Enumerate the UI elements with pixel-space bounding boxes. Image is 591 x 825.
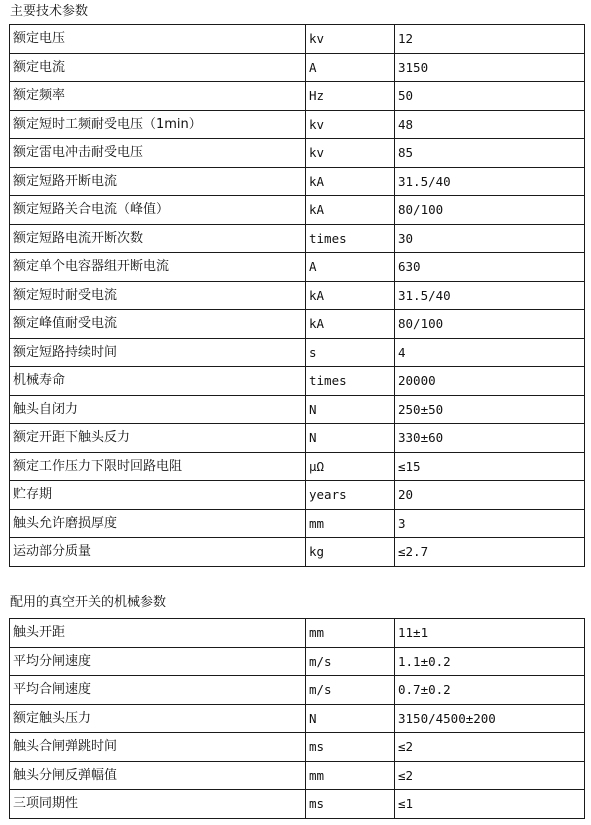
param-name-cell: 触头允许磨损厚度 bbox=[10, 509, 306, 538]
unit-cell: ms bbox=[306, 790, 395, 819]
param-name-cell: 额定雷电冲击耐受电压 bbox=[10, 139, 306, 168]
value-cell: ≤2 bbox=[395, 761, 585, 790]
unit-cell: kA bbox=[306, 310, 395, 339]
param-name-cell: 平均合闸速度 bbox=[10, 676, 306, 705]
param-name-cell: 额定工作压力下限时回路电阻 bbox=[10, 452, 306, 481]
table-row bbox=[10, 253, 585, 282]
mechanical-params-table bbox=[9, 618, 585, 819]
table-row bbox=[10, 224, 585, 253]
table-row bbox=[10, 53, 585, 82]
table-row bbox=[10, 704, 585, 733]
unit-cell: years bbox=[306, 481, 395, 510]
param-name-cell: 额定电流 bbox=[10, 53, 306, 82]
table-row bbox=[10, 110, 585, 139]
param-name-cell: 贮存期 bbox=[10, 481, 306, 510]
table-row bbox=[10, 25, 585, 54]
unit-cell: N bbox=[306, 395, 395, 424]
section-title-main-specs: 主要技术参数 bbox=[10, 4, 89, 19]
value-cell: 4 bbox=[395, 338, 585, 367]
table-row bbox=[10, 619, 585, 648]
param-name-cell: 触头开距 bbox=[10, 619, 306, 648]
param-name-cell: 触头合闸弹跳时间 bbox=[10, 733, 306, 762]
unit-cell: times bbox=[306, 224, 395, 253]
unit-cell: kA bbox=[306, 167, 395, 196]
unit-cell: m/s bbox=[306, 647, 395, 676]
table-row bbox=[10, 538, 585, 567]
value-cell: 330±60 bbox=[395, 424, 585, 453]
param-name-cell: 额定短路关合电流（峰值） bbox=[10, 196, 306, 225]
unit-cell: mm bbox=[306, 761, 395, 790]
unit-cell: kv bbox=[306, 25, 395, 54]
param-name-cell: 额定短路开断电流 bbox=[10, 167, 306, 196]
unit-cell: kA bbox=[306, 196, 395, 225]
value-cell: 31.5/40 bbox=[395, 281, 585, 310]
table-row bbox=[10, 481, 585, 510]
value-cell: 630 bbox=[395, 253, 585, 282]
value-cell: 1.1±0.2 bbox=[395, 647, 585, 676]
value-cell: 250±50 bbox=[395, 395, 585, 424]
param-name-cell: 额定电压 bbox=[10, 25, 306, 54]
value-cell: 0.7±0.2 bbox=[395, 676, 585, 705]
section-title-mechanical-params: 配用的真空开关的机械参数 bbox=[10, 595, 167, 610]
value-cell: 48 bbox=[395, 110, 585, 139]
value-cell: ≤2 bbox=[395, 733, 585, 762]
value-cell: 3150/4500±200 bbox=[395, 704, 585, 733]
param-name-cell: 触头自闭力 bbox=[10, 395, 306, 424]
unit-cell: ms bbox=[306, 733, 395, 762]
param-name-cell: 额定短时耐受电流 bbox=[10, 281, 306, 310]
unit-cell: Hz bbox=[306, 82, 395, 111]
unit-cell: m/s bbox=[306, 676, 395, 705]
unit-cell: mm bbox=[306, 619, 395, 648]
value-cell: 11±1 bbox=[395, 619, 585, 648]
unit-cell: kg bbox=[306, 538, 395, 567]
table-row bbox=[10, 395, 585, 424]
param-name-cell: 额定短路电流开断次数 bbox=[10, 224, 306, 253]
table-row bbox=[10, 310, 585, 339]
unit-cell: kA bbox=[306, 281, 395, 310]
param-name-cell: 三项同期性 bbox=[10, 790, 306, 819]
table-row bbox=[10, 647, 585, 676]
param-name-cell: 额定触头压力 bbox=[10, 704, 306, 733]
param-name-cell: 额定频率 bbox=[10, 82, 306, 111]
table-row bbox=[10, 82, 585, 111]
value-cell: ≤2.7 bbox=[395, 538, 585, 567]
value-cell: 12 bbox=[395, 25, 585, 54]
unit-cell: N bbox=[306, 424, 395, 453]
value-cell: 80/100 bbox=[395, 310, 585, 339]
unit-cell: times bbox=[306, 367, 395, 396]
value-cell: ≤15 bbox=[395, 452, 585, 481]
unit-cell: μΩ bbox=[306, 452, 395, 481]
table-row bbox=[10, 338, 585, 367]
value-cell: 31.5/40 bbox=[395, 167, 585, 196]
param-name-cell: 运动部分质量 bbox=[10, 538, 306, 567]
unit-cell: kv bbox=[306, 110, 395, 139]
main-specs-table bbox=[9, 24, 585, 567]
unit-cell: s bbox=[306, 338, 395, 367]
param-name-cell: 额定短时工频耐受电压（1min） bbox=[10, 110, 306, 139]
value-cell: 50 bbox=[395, 82, 585, 111]
table-row bbox=[10, 676, 585, 705]
param-name-cell: 额定短路持续时间 bbox=[10, 338, 306, 367]
unit-cell: N bbox=[306, 704, 395, 733]
value-cell: 20 bbox=[395, 481, 585, 510]
value-cell: 85 bbox=[395, 139, 585, 168]
param-name-cell: 额定峰值耐受电流 bbox=[10, 310, 306, 339]
unit-cell: mm bbox=[306, 509, 395, 538]
param-name-cell: 机械寿命 bbox=[10, 367, 306, 396]
param-name-cell: 触头分闸反弹幅值 bbox=[10, 761, 306, 790]
table-row bbox=[10, 509, 585, 538]
value-cell: 20000 bbox=[395, 367, 585, 396]
table-row bbox=[10, 452, 585, 481]
table-row bbox=[10, 367, 585, 396]
value-cell: 30 bbox=[395, 224, 585, 253]
unit-cell: A bbox=[306, 253, 395, 282]
unit-cell: kv bbox=[306, 139, 395, 168]
table-row bbox=[10, 424, 585, 453]
param-name-cell: 额定开距下触头反力 bbox=[10, 424, 306, 453]
table-row bbox=[10, 281, 585, 310]
value-cell: 3 bbox=[395, 509, 585, 538]
table-row bbox=[10, 733, 585, 762]
value-cell: ≤1 bbox=[395, 790, 585, 819]
value-cell: 3150 bbox=[395, 53, 585, 82]
table-row bbox=[10, 167, 585, 196]
table-row bbox=[10, 196, 585, 225]
table-row bbox=[10, 761, 585, 790]
param-name-cell: 平均分闸速度 bbox=[10, 647, 306, 676]
table-row bbox=[10, 790, 585, 819]
value-cell: 80/100 bbox=[395, 196, 585, 225]
unit-cell: A bbox=[306, 53, 395, 82]
table-row bbox=[10, 139, 585, 168]
param-name-cell: 额定单个电容器组开断电流 bbox=[10, 253, 306, 282]
